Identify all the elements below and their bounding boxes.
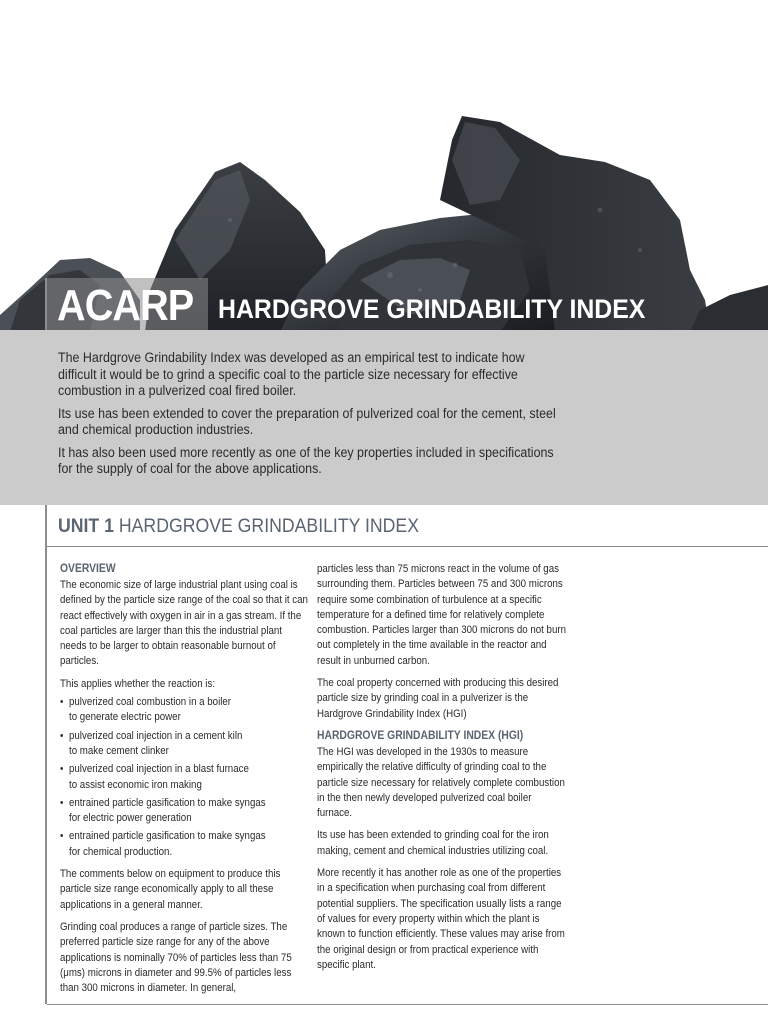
body-paragraph: More recently it has another role as one of the properties in a specification when purchasing coal from different potential suppliers. The specification usually lists a range of values for every property within which the plant is known to function efficiently. These values may arise from the original design or from practical experience with specific plant. xyxy=(317,867,565,971)
unit-number: UNIT 1 xyxy=(58,516,114,537)
list-item xyxy=(60,762,310,793)
body-paragraph: Its use has been extended to grinding coal for the iron making, cement and chemical industries utilizing coal. xyxy=(317,829,549,857)
bullet-text-cont: to generate electric power xyxy=(69,711,181,724)
unit-heading xyxy=(58,516,419,538)
right-column xyxy=(317,562,567,980)
bullet-text: pulverized coal injection in a cement kiln xyxy=(69,729,243,742)
body-paragraph: The coal property concerned with producing this desired particle size by grinding coal in a pulverizer is the Hardgrove Grindability Index (HGI) xyxy=(317,677,559,720)
list-item xyxy=(60,796,310,827)
section-heading-overview: OVERVIEW xyxy=(60,563,116,575)
body-paragraph: The HGI was developed in the 1930s to measure empirically the relative difficulty of grinding coal to the particle size necessary for relatively complete combustion in the then newly developed pulverized coal boiler furnace. xyxy=(317,745,565,820)
left-column xyxy=(60,562,310,1003)
intro-panel xyxy=(0,330,768,505)
unit-name: HARDGROVE GRINDABILITY INDEX xyxy=(118,516,420,537)
bullet-icon: • xyxy=(60,763,64,776)
bullet-text: pulverized coal combustion in a boiler xyxy=(69,696,232,709)
bullet-text: entrained particle gasification to make syngas xyxy=(69,830,266,843)
list-item xyxy=(60,829,310,860)
intro-paragraph: Its use has been extended to cover the preparation of pulverized coal for the cement, steel and chemical production industries. xyxy=(58,405,556,437)
reaction-list xyxy=(60,695,310,860)
list-item xyxy=(60,695,310,726)
section-heading-hgi: HARDGROVE GRINDABILITY INDEX (HGI) xyxy=(317,729,524,742)
bullet-icon: • xyxy=(60,830,64,843)
unit-divider xyxy=(47,546,768,547)
intro-paragraph: It has also been used more recently as one of the key properties included in specifications for the supply of coal for the above applications. xyxy=(58,444,554,476)
bullet-icon: • xyxy=(60,729,64,742)
bullet-text: entrained particle gasification to make syngas xyxy=(69,796,266,809)
bullet-text-cont: for chemical production. xyxy=(69,845,173,858)
title-band xyxy=(0,278,768,330)
body-paragraph: Grinding coal produces a range of particle sizes. The preferred particle size range for any of the above applications is nominally 70% of particles less than 75 (μms) microns in diameter and 99.5% of particles less than 300 microns in diameter. In general, xyxy=(60,920,292,995)
bullet-text-cont: to assist economic iron making xyxy=(69,778,202,791)
bullet-icon: • xyxy=(60,796,64,809)
bullet-text: pulverized coal injection in a blast furnace xyxy=(69,763,249,776)
body-paragraph: This applies whether the reaction is: xyxy=(60,677,216,690)
bullet-text-cont: for electric power generation xyxy=(69,812,192,825)
bottom-divider xyxy=(47,1004,768,1005)
body-paragraph: The comments below on equipment to produce this particle size range economically apply to all these applications in a general manner. xyxy=(60,868,281,911)
bullet-icon: • xyxy=(60,696,64,709)
intro-paragraph: The Hardgrove Grindability Index was developed as an empirical test to indicate how difficult it would be to grind a specific coal to the particle size necessary for effective combustion in a pulverized coal fired boiler. xyxy=(58,350,525,398)
bullet-text-cont: to make cement clinker xyxy=(69,744,169,757)
body-paragraph: particles less than 75 microns react in the volume of gas surrounding them. Particles between 75 and 300 microns require some combination of turbulence at a specific temperature for a defined time for relatively complete combustion. Particles larger than 300 microns do not burn out completely in the time available in the reactor and result in unburned carbon. xyxy=(317,563,567,667)
brand-logo: ACARP xyxy=(57,281,194,330)
page-title: HARDGROVE GRINDABILITY INDEX xyxy=(218,294,646,324)
list-item xyxy=(60,729,310,760)
body-paragraph: The economic size of large industrial plant using coal is defined by the particle size range of the coal so that it can react effectively with oxygen in air in a gas stream. If the coal particles are larger than this the industrial plant needs to be larger to obtain reasonable burnout of particles. xyxy=(60,579,308,668)
